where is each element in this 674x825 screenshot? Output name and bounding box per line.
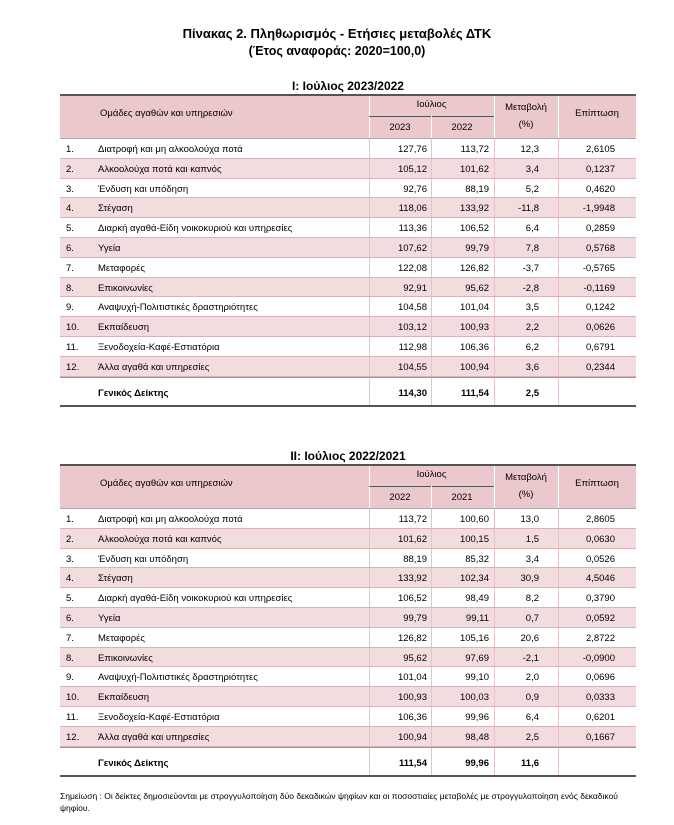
- table-section-2: [60, 448, 636, 777]
- row-change: 13,0: [520, 514, 539, 525]
- footnote: Σημείωση : Οι δείκτες δημοσιεύονται με στρογγυλοποίηση δύο δεκαδικών ψηφίων και οι ποσοστιαίες μεταβολές με στρογγυλοποίηση ενός δεκαδικού ψηφίου.: [60, 791, 618, 813]
- row-impact: 0,0626: [585, 322, 615, 334]
- row-category: Επικοινωνίες: [98, 652, 153, 664]
- row-impact: 0,2344: [585, 361, 615, 373]
- row-category: Ξενοδοχεία-Καφέ-Εστιατόρια: [98, 341, 220, 353]
- row-index-2: 98,49: [465, 593, 489, 605]
- row-index-2: 85,32: [465, 553, 489, 565]
- row-impact: -0,1169: [583, 282, 615, 294]
- row-index-1: 106,52: [397, 593, 427, 605]
- row-number: 4.: [66, 203, 74, 215]
- table-row: [60, 549, 636, 569]
- table-row: [60, 297, 636, 317]
- total-row: [60, 747, 636, 777]
- row-index-2: 133,92: [459, 203, 489, 215]
- row-index-1: 100,93: [397, 692, 427, 704]
- row-impact: 0,0333: [585, 692, 615, 704]
- total-change: 2,5: [525, 387, 539, 399]
- row-category: Υγεία: [98, 242, 121, 254]
- header-year-1: 2023: [389, 122, 411, 133]
- table-header: [60, 464, 636, 509]
- row-change: 5,2: [525, 183, 539, 195]
- row-change: -11,8: [518, 203, 539, 215]
- row-index-2: 126,82: [459, 262, 489, 274]
- row-impact: 0,4620: [585, 183, 615, 195]
- row-index-2: 99,79: [465, 242, 489, 254]
- row-number: 12.: [66, 731, 80, 743]
- row-index-1: 92,76: [403, 183, 427, 195]
- row-number: 9.: [66, 672, 74, 684]
- row-category: Μεταφορές: [98, 262, 145, 274]
- row-category: Ένδυση και υπόδηση: [98, 553, 189, 565]
- row-category: Διαρκή αγαθά-Είδη νοικοκυριού και υπηρεσίες: [98, 593, 293, 605]
- row-index-1: 106,36: [397, 711, 427, 723]
- row-category: Εκπαίδευση: [98, 322, 149, 334]
- row-number: 5.: [66, 223, 74, 235]
- table-row: [60, 278, 636, 298]
- row-index-1: 104,55: [397, 361, 427, 373]
- total-label: Γενικός Δείκτης: [98, 387, 169, 399]
- row-category: Επικοινωνίες: [98, 282, 153, 294]
- row-index-1: 105,12: [397, 163, 427, 175]
- row-change: 1,5: [525, 533, 539, 545]
- row-impact: 0,6791: [585, 341, 615, 353]
- total-change: 11,6: [521, 757, 539, 769]
- row-impact: 0,1667: [585, 731, 615, 743]
- row-index-2: 101,04: [459, 302, 489, 314]
- row-index-2: 106,52: [459, 223, 489, 235]
- row-index-2: 102,34: [459, 573, 489, 585]
- row-impact: -1,9948: [582, 203, 615, 215]
- row-change: 30,9: [520, 573, 539, 585]
- header-month: Ιούλιος: [416, 99, 447, 110]
- row-index-1: 101,04: [397, 672, 427, 684]
- header-year-2: 2021: [451, 492, 473, 503]
- row-category: Αλκοολούχα ποτά και καπνός: [98, 163, 222, 175]
- row-index-2: 98,48: [465, 731, 489, 743]
- row-index-1: 101,62: [397, 533, 427, 545]
- row-index-2: 99,96: [465, 711, 489, 723]
- row-change: 0,9: [525, 692, 539, 704]
- section-title: I: Ιούλιος 2023/2022: [292, 79, 404, 93]
- row-number: 8.: [66, 282, 74, 294]
- table-row: [60, 337, 636, 357]
- table-row: [60, 529, 636, 549]
- row-number: 2.: [66, 533, 74, 545]
- row-category: Εκπαίδευση: [98, 692, 149, 704]
- row-index-1: 103,12: [397, 322, 427, 334]
- row-index-2: 100,60: [459, 514, 489, 525]
- row-impact: 0,0630: [585, 533, 615, 545]
- row-number: 1.: [66, 144, 74, 155]
- row-category: Μεταφορές: [98, 632, 145, 644]
- row-category: Διατροφή και μη αλκοολούχα ποτά: [98, 514, 243, 525]
- row-impact: 0,0526: [585, 553, 615, 565]
- row-number: 6.: [66, 612, 74, 624]
- row-number: 7.: [66, 262, 74, 274]
- table-header: [60, 94, 636, 139]
- row-impact: 0,6201: [585, 711, 615, 723]
- row-index-2: 88,19: [465, 183, 489, 195]
- row-index-2: 100,94: [459, 361, 489, 373]
- row-number: 7.: [66, 632, 74, 644]
- row-index-1: 107,62: [397, 242, 427, 254]
- header-groups: Ομάδες αγαθών και υπηρεσιών: [100, 108, 233, 119]
- table-row: [60, 707, 636, 727]
- table-row: [60, 317, 636, 337]
- row-impact: 2,6105: [585, 144, 615, 155]
- row-number: 8.: [66, 652, 74, 664]
- row-change: -2,1: [522, 652, 539, 664]
- table-row: [60, 238, 636, 258]
- table-row: [60, 648, 636, 668]
- header-change: Μεταβολή (%): [505, 472, 547, 500]
- row-number: 4.: [66, 573, 74, 585]
- row-index-2: 105,16: [459, 632, 489, 644]
- row-index-2: 106,36: [459, 341, 489, 353]
- row-change: 6,4: [525, 223, 539, 235]
- row-category: Διαρκή αγαθά-Είδη νοικοκυριού και υπηρεσίες: [98, 223, 293, 235]
- row-change: 20,6: [520, 632, 539, 644]
- row-index-2: 97,69: [465, 652, 489, 664]
- row-impact: -0,5765: [582, 262, 615, 274]
- table-row: [60, 667, 636, 687]
- row-change: 2,5: [525, 731, 539, 743]
- row-change: -3,7: [522, 262, 539, 274]
- page-title: Πίνακας 2. Πληθωρισμός - Ετήσιες μεταβολές ΔΤΚ: [182, 26, 492, 41]
- row-number: 2.: [66, 163, 74, 175]
- table-row: [60, 608, 636, 628]
- row-index-1: 100,94: [397, 731, 427, 743]
- row-index-2: 100,93: [459, 322, 489, 334]
- row-index-1: 88,19: [403, 553, 427, 565]
- row-change: 2,0: [525, 672, 539, 684]
- total-label: Γενικός Δείκτης: [98, 757, 169, 769]
- row-index-2: 113,72: [460, 144, 489, 155]
- page-subtitle: (Έτος αναφοράς: 2020=100,0): [248, 44, 426, 58]
- row-category: Αλκοολούχα ποτά και καπνός: [98, 533, 222, 545]
- total-row: [60, 377, 636, 407]
- header-groups: Ομάδες αγαθών και υπηρεσιών: [100, 478, 233, 489]
- header-year-1: 2022: [389, 492, 411, 503]
- row-change: 3,4: [525, 163, 539, 175]
- row-impact: 2,8722: [585, 632, 615, 644]
- row-change: 6,2: [525, 341, 539, 353]
- row-number: 12.: [66, 361, 80, 373]
- section-title: II: Ιούλιος 2022/2021: [290, 449, 406, 463]
- row-change: 6,4: [525, 711, 539, 723]
- row-number: 9.: [66, 302, 74, 314]
- row-number: 10.: [66, 322, 80, 334]
- row-impact: 0,5768: [585, 242, 615, 254]
- header-month: Ιούλιος: [416, 469, 447, 480]
- total-index-1: 114,30: [398, 387, 427, 399]
- row-index-1: 133,92: [397, 573, 427, 585]
- table-row: [60, 159, 636, 179]
- row-change: 7,8: [525, 242, 539, 254]
- row-number: 1.: [66, 514, 74, 525]
- row-change: 3,5: [525, 302, 539, 314]
- row-impact: 0,1237: [585, 163, 615, 175]
- row-index-1: 122,08: [397, 262, 427, 274]
- row-impact: 0,0696: [585, 672, 615, 684]
- row-category: Άλλα αγαθά και υπηρεσίες: [98, 731, 210, 743]
- row-category: Αναψυχή-Πολιτιστικές δραστηριότητες: [98, 672, 258, 684]
- header-change: Μεταβολή (%): [505, 102, 547, 130]
- table-row: [60, 568, 636, 588]
- row-index-1: 92,91: [403, 282, 427, 294]
- row-index-2: 101,62: [459, 163, 489, 175]
- table-row: [60, 687, 636, 707]
- row-index-1: 126,82: [397, 632, 427, 644]
- row-change: -2,8: [522, 282, 539, 294]
- table-row: [60, 628, 636, 648]
- row-category: Στέγαση: [98, 573, 133, 585]
- table-row: [60, 179, 636, 199]
- row-number: 6.: [66, 242, 74, 254]
- table-row: [60, 139, 636, 159]
- table-row: [60, 357, 636, 377]
- row-index-1: 95,62: [403, 652, 427, 664]
- row-index-1: 127,76: [397, 144, 427, 155]
- row-index-2: 99,11: [465, 612, 489, 624]
- total-index-2: 99,96: [465, 757, 489, 769]
- row-index-2: 95,62: [465, 282, 489, 294]
- row-number: 3.: [66, 183, 74, 195]
- row-index-1: 112,98: [398, 341, 427, 353]
- row-category: Διατροφή και μη αλκοολούχα ποτά: [98, 144, 243, 155]
- total-index-1: 111,54: [398, 757, 427, 769]
- table-row: [60, 509, 636, 529]
- row-impact: 0,1242: [585, 302, 615, 314]
- row-change: 2,2: [525, 322, 539, 334]
- table-row: [60, 727, 636, 747]
- row-index-1: 99,79: [403, 612, 427, 624]
- row-index-2: 100,03: [459, 692, 489, 704]
- header-impact: Επίπτωση: [575, 478, 619, 489]
- row-impact: 0,2859: [585, 223, 615, 235]
- table-section-1: [60, 78, 636, 407]
- row-change: 0,7: [525, 612, 539, 624]
- row-category: Αναψυχή-Πολιτιστικές δραστηριότητες: [98, 302, 258, 314]
- row-change: 3,6: [525, 361, 539, 373]
- row-number: 3.: [66, 553, 74, 565]
- header-impact: Επίπτωση: [575, 108, 619, 119]
- row-index-1: 113,72: [398, 514, 427, 525]
- row-impact: 0,3790: [585, 593, 615, 605]
- row-number: 5.: [66, 593, 74, 605]
- header-year-2: 2022: [451, 122, 473, 133]
- row-number: 11.: [66, 341, 79, 353]
- table-row: [60, 198, 636, 218]
- row-number: 11.: [66, 711, 79, 723]
- row-index-2: 100,15: [459, 533, 489, 545]
- row-impact: 2,8605: [585, 514, 615, 525]
- row-change: 3,4: [525, 553, 539, 565]
- row-category: Ξενοδοχεία-Καφέ-Εστιατόρια: [98, 711, 220, 723]
- row-category: Άλλα αγαθά και υπηρεσίες: [98, 361, 210, 373]
- row-category: Υγεία: [98, 612, 121, 624]
- row-index-1: 104,58: [397, 302, 427, 314]
- row-category: Ένδυση και υπόδηση: [98, 183, 189, 195]
- row-index-2: 99,10: [465, 672, 489, 684]
- row-impact: 4,5046: [585, 573, 615, 585]
- table-row: [60, 588, 636, 608]
- row-impact: -0,0900: [582, 652, 615, 664]
- row-category: Στέγαση: [98, 203, 133, 215]
- row-number: 10.: [66, 692, 80, 704]
- row-change: 8,2: [525, 593, 539, 605]
- total-index-2: 111,54: [460, 387, 489, 399]
- row-index-1: 118,06: [398, 203, 427, 215]
- row-change: 12,3: [520, 144, 539, 155]
- table-row: [60, 218, 636, 238]
- row-impact: 0,0592: [585, 612, 615, 624]
- row-index-1: 113,36: [398, 223, 427, 235]
- table-row: [60, 258, 636, 278]
